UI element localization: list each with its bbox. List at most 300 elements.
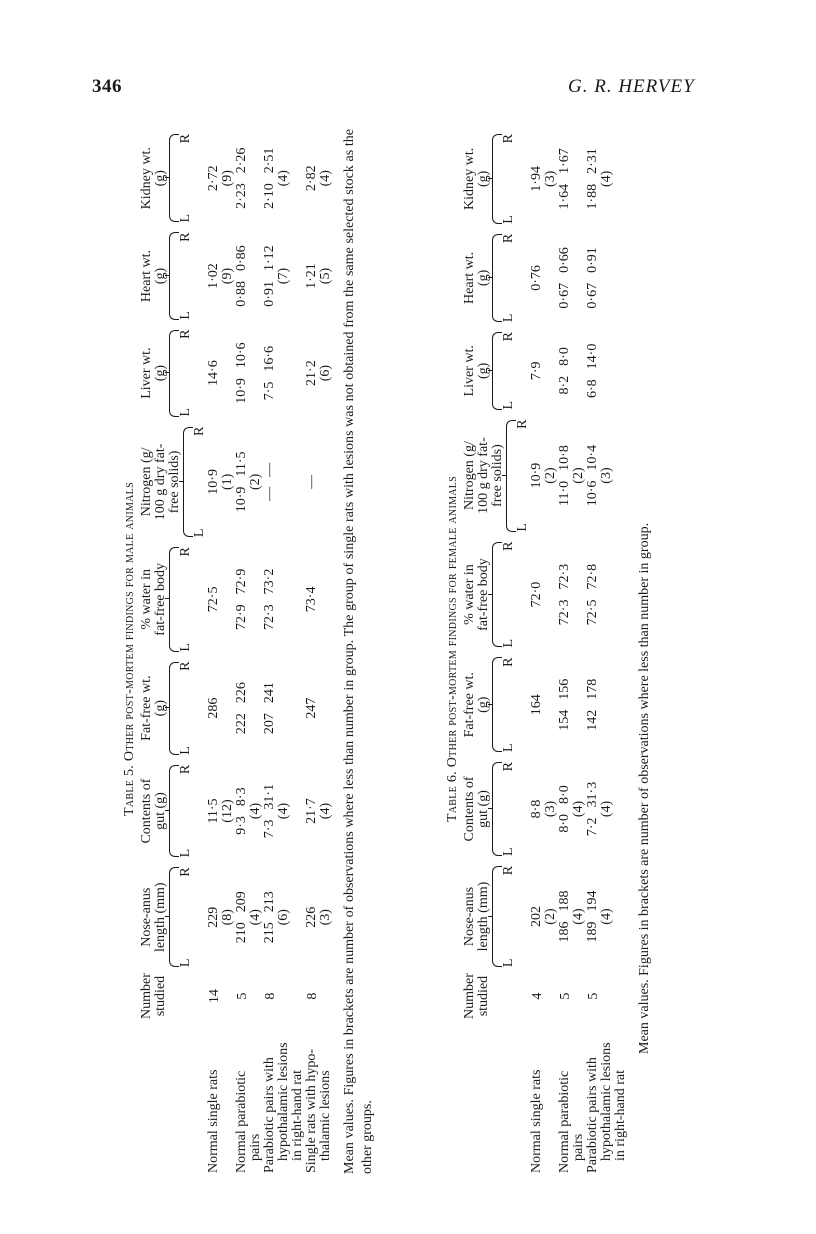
- table-row: [263, 129, 305, 1174]
- right-rat-label: R: [501, 233, 516, 244]
- cell-value: 286: [206, 697, 221, 719]
- data-cell: [586, 653, 628, 758]
- cell-value: 2·23: [234, 183, 249, 209]
- right-rat-label: R: [178, 329, 193, 339]
- right-rat-label: R: [501, 657, 516, 667]
- right-rat-label: R: [501, 541, 516, 551]
- cell-value: 2·72: [206, 165, 221, 192]
- data-cell: [207, 325, 235, 422]
- right-rat-label: R: [178, 232, 193, 242]
- cell-values: [263, 229, 277, 324]
- row-label: [305, 1020, 333, 1174]
- cell-values: [530, 230, 544, 326]
- cell-value: 31·3: [585, 781, 600, 808]
- row-label-line: Parabiotic pairs with: [262, 1057, 277, 1173]
- row-label-line: pairs: [571, 1133, 586, 1161]
- cell-value: 8·0: [557, 813, 572, 833]
- left-rat-label: L: [501, 958, 516, 968]
- row-label-line: pairs: [248, 1133, 263, 1161]
- running-head: G. R. HERVEY: [568, 76, 695, 97]
- column-group-header-line: (g): [153, 700, 168, 717]
- cell-values: [530, 654, 544, 757]
- observation-count: (2): [543, 467, 558, 484]
- cell-values: [263, 761, 277, 862]
- number-studied-value: 8: [305, 992, 320, 1000]
- cell-value: 0·88: [234, 281, 249, 307]
- cell-values: [207, 326, 221, 421]
- cell-value: 156: [557, 678, 572, 700]
- column-group-header: [140, 422, 207, 542]
- right-rat-label: R: [178, 867, 193, 877]
- lr-subheader: [502, 654, 516, 757]
- observation-count: (2): [543, 908, 558, 925]
- cell-value: 241: [262, 682, 277, 704]
- cell-values: [263, 863, 277, 971]
- cell-value: 10·9: [234, 378, 249, 404]
- data-cell: [305, 657, 333, 760]
- column-group-header-line: (g): [476, 269, 491, 287]
- brace-mark: [169, 134, 179, 223]
- lr-subheader: [179, 863, 193, 971]
- row-label-line: Single rats with hypo-: [304, 1048, 319, 1173]
- data-cell: [235, 657, 263, 760]
- observation-count: (4): [318, 170, 333, 187]
- column-group-header: [140, 542, 207, 656]
- row-label-line: thalamic lesions: [318, 1070, 333, 1161]
- cell-value: 154: [557, 709, 572, 731]
- cell-values: [305, 658, 319, 759]
- brace-mark: [169, 662, 179, 755]
- cell-values: [586, 230, 600, 326]
- cell-value: 229: [206, 906, 221, 928]
- lr-subheader: [179, 326, 193, 421]
- cell-values: [305, 423, 319, 541]
- cell-value: 11·0: [557, 480, 572, 506]
- cell-values: [235, 229, 249, 324]
- left-rat-label: L: [178, 958, 193, 968]
- data-cell: [235, 325, 263, 422]
- column-group-header: [140, 862, 207, 972]
- observation-count: (12): [220, 799, 235, 823]
- column-group-header-line: 100 g dry fat-: [153, 443, 168, 521]
- left-rat-label: L: [192, 528, 207, 538]
- cell-value: 73·4: [304, 586, 319, 613]
- observation-count: (3): [543, 800, 558, 818]
- column-group-header: [463, 415, 530, 537]
- cell-value: 10·8: [557, 445, 572, 471]
- data-cell: [586, 861, 628, 972]
- row-label-line: in right-hand rat: [290, 1070, 305, 1161]
- cell-values: [305, 130, 319, 227]
- cell-value: 16·6: [262, 345, 277, 372]
- table-row: [530, 129, 558, 1174]
- cell-value: 10·9: [206, 469, 221, 495]
- cell-values: [305, 229, 319, 324]
- column-group-header-line: (g): [476, 170, 491, 188]
- lr-subheader: [516, 416, 530, 536]
- cell-value: 202: [529, 906, 544, 928]
- column-group-header-line: Fat-free wt.: [139, 675, 154, 741]
- observation-count: (3): [318, 909, 333, 926]
- observation-count: (3): [599, 467, 614, 484]
- cell-values: [558, 328, 572, 413]
- data-cell: [305, 422, 333, 542]
- cell-value: 10·4: [585, 444, 600, 471]
- data-cell: [207, 129, 235, 228]
- number-studied-value: 14: [207, 989, 222, 1004]
- observation-count: (5): [318, 267, 333, 285]
- cell-value: 72·5: [206, 586, 221, 613]
- cell-values: [207, 229, 221, 324]
- left-rat-label: L: [515, 523, 530, 532]
- table-row: [586, 129, 628, 1174]
- cell-values: [530, 758, 544, 860]
- number-studied-header-line: Number: [462, 973, 477, 1019]
- column-group-header: [140, 129, 207, 228]
- data-cell: [558, 415, 586, 537]
- left-rat-label: L: [501, 313, 516, 323]
- lr-subheader: [193, 423, 207, 541]
- column-group-header-line: fat-free body: [476, 558, 491, 631]
- data-cell: [558, 229, 586, 327]
- lr-subheader: [502, 130, 516, 228]
- cell-values: [235, 130, 249, 227]
- cell-value: 209: [234, 891, 249, 913]
- cell-value: 21·2: [304, 360, 319, 386]
- data-cell: [530, 327, 558, 414]
- column-group-header-line: Nitrogen (g/: [462, 441, 477, 510]
- column-group-header: [140, 657, 207, 760]
- cell-values: [586, 328, 600, 413]
- lr-subheader: [179, 761, 193, 862]
- data-cell: [558, 653, 586, 758]
- observation-count: (9): [220, 267, 235, 285]
- column-group-header-line: Nose-anus: [139, 887, 154, 947]
- cell-value: 11·5: [234, 451, 249, 477]
- data-cell: [586, 757, 628, 861]
- brace-mark: [492, 332, 502, 409]
- right-rat-label: R: [178, 661, 193, 671]
- cell-values: [235, 543, 249, 655]
- row-label-header-spacer: [140, 1020, 207, 1174]
- row-label-line: Normal single rats: [529, 1069, 544, 1173]
- cell-values: [207, 423, 221, 541]
- cell-values: [263, 543, 277, 655]
- column-group-header-line: (g): [153, 267, 168, 285]
- column-group-header-line: % water in: [462, 564, 477, 625]
- row-label-line: hypothalamic lesions: [599, 1042, 614, 1161]
- right-rat-label: R: [192, 426, 207, 436]
- column-group-header: [140, 325, 207, 422]
- column-group-header-line: (g): [476, 362, 491, 379]
- brace-mark: [169, 547, 179, 651]
- data-cell: [235, 862, 263, 972]
- data-cell: [263, 228, 305, 325]
- cell-value: 72·3: [262, 604, 277, 631]
- row-label: [530, 1020, 558, 1174]
- number-studied-header-line: Number: [139, 973, 154, 1019]
- column-group-header: [463, 861, 530, 972]
- cell-values: [586, 654, 600, 757]
- left-rat-label: L: [178, 746, 193, 755]
- observation-count: (4): [599, 170, 614, 188]
- left-rat-label: L: [501, 400, 516, 410]
- cell-values: [263, 658, 277, 759]
- data-cell: [235, 542, 263, 656]
- cell-value: 188: [557, 890, 572, 912]
- data-cell: [263, 542, 305, 656]
- column-group-header-line: Kidney wt.: [139, 147, 154, 210]
- cell-values: [586, 416, 600, 536]
- lr-subheader: [502, 538, 516, 652]
- cell-value: 1·64: [557, 183, 572, 210]
- data-cell: [558, 129, 586, 229]
- cell-values: [207, 658, 221, 759]
- lr-subheader: [502, 862, 516, 971]
- right-rat-label: R: [178, 134, 193, 144]
- cell-values: [558, 862, 572, 971]
- lr-subheader: [502, 328, 516, 413]
- column-group-header-line: Heart wt.: [462, 251, 477, 304]
- column-group-header-line: gut (g): [153, 792, 168, 830]
- data-cell: [530, 129, 558, 229]
- brace-mark: [492, 762, 502, 856]
- column-group-header: [140, 760, 207, 863]
- cell-value: 10·6: [234, 342, 249, 369]
- observation-count: (2): [248, 473, 263, 491]
- observation-count: (4): [571, 908, 586, 925]
- number-studied-header: [140, 972, 207, 1020]
- column-group-header: [140, 228, 207, 325]
- cell-value: 31·1: [262, 783, 277, 810]
- cell-values: [558, 416, 572, 536]
- cell-value: 0·67: [557, 282, 572, 309]
- cell-values: [530, 328, 544, 413]
- data-cell: [305, 228, 333, 325]
- cell-value: 8·0: [557, 347, 572, 366]
- cell-values: [530, 130, 544, 228]
- brace-mark: [169, 233, 179, 320]
- column-group-header-line: Nitrogen (g/: [139, 447, 154, 517]
- cell-value: 14·0: [585, 343, 600, 370]
- column-group-header-line: Contents of: [139, 778, 154, 844]
- lr-subheader: [502, 230, 516, 326]
- brace-mark: [492, 542, 502, 648]
- left-rat-label: L: [501, 743, 516, 752]
- data-cell: [530, 861, 558, 972]
- data-cell: [558, 757, 586, 861]
- column-group-header-line: length (mm): [153, 882, 168, 953]
- cell-value: 2·26: [234, 147, 249, 174]
- cell-values: [305, 326, 319, 421]
- data-cell: [207, 760, 235, 863]
- observation-count: (4): [318, 802, 333, 820]
- column-group-header: [463, 129, 530, 229]
- cell-value: 226: [234, 682, 249, 704]
- data-cell: [586, 537, 628, 653]
- right-rat-label: R: [501, 865, 516, 876]
- brace-mark: [492, 134, 502, 224]
- cell-value: 9·3: [234, 816, 249, 835]
- data-cell: [235, 228, 263, 325]
- cell-value: 247: [304, 697, 319, 719]
- cell-values: [586, 862, 600, 971]
- cell-value: 0·67: [585, 282, 600, 309]
- data-cell: [586, 415, 628, 537]
- left-rat-label: L: [178, 643, 193, 652]
- cell-value: 8·0: [557, 785, 572, 804]
- table-5-caption: Table 5. Other post-mortem findings for male animals: [122, 482, 137, 816]
- data-cell: [263, 657, 305, 760]
- cell-value: 0·86: [234, 245, 249, 272]
- row-label: [235, 1020, 263, 1174]
- left-rat-label: L: [501, 215, 516, 224]
- table-6-grid: [463, 129, 628, 1174]
- cell-value: 10·9: [529, 462, 544, 489]
- column-group-header-line: free solids): [167, 450, 182, 514]
- column-group-header-line: gut (g): [476, 790, 491, 828]
- left-rat-label: L: [178, 848, 193, 858]
- column-group-header-line: (g): [153, 364, 168, 382]
- cell-values: [586, 758, 600, 860]
- row-label-line: Normal parabiotic: [234, 1070, 249, 1173]
- column-group-header: [463, 653, 530, 758]
- cell-value: 11·5: [206, 798, 221, 824]
- cell-values: [558, 130, 572, 228]
- cell-value: 2·10: [262, 183, 277, 209]
- data-cell: [530, 757, 558, 861]
- cell-value: 72·3: [557, 599, 572, 626]
- row-label-line: Normal parabiotic: [557, 1070, 572, 1173]
- cell-value: —: [304, 474, 319, 489]
- number-studied-header: [463, 972, 530, 1020]
- cell-value: 21·7: [304, 798, 319, 824]
- data-cell: [263, 129, 305, 228]
- data-cell: [305, 542, 333, 656]
- table-5-grid: [140, 129, 333, 1174]
- observation-count: (4): [599, 908, 614, 925]
- cell-values: [305, 863, 319, 971]
- cell-value: 2·31: [585, 148, 600, 174]
- cell-value: 72·8: [585, 563, 600, 590]
- cell-values: [558, 654, 572, 757]
- observation-count: (4): [599, 800, 614, 818]
- cell-value: 142: [585, 709, 600, 731]
- row-label-line: hypothalamic lesions: [276, 1042, 291, 1161]
- lr-subheader: [179, 543, 193, 655]
- table-6-caption: Table 6. Other post-mortem findings for female animals: [445, 475, 460, 823]
- data-cell: [235, 760, 263, 863]
- row-label-line: in right-hand rat: [613, 1070, 628, 1161]
- observation-count: (9): [220, 170, 235, 187]
- data-cell: [263, 862, 305, 972]
- cell-values: [530, 538, 544, 652]
- left-rat-label: L: [501, 638, 516, 648]
- column-group-header-line: free solids): [490, 444, 505, 507]
- data-cell: [586, 129, 628, 229]
- right-rat-label: R: [515, 419, 530, 429]
- cell-value: 8·3: [234, 787, 249, 807]
- brace-mark: [169, 330, 179, 417]
- cell-value: 178: [585, 678, 600, 700]
- cell-values: [235, 761, 249, 862]
- rotated-tables: [100, 124, 740, 1174]
- number-studied-value: 5: [235, 992, 250, 1000]
- cell-values: [263, 423, 277, 541]
- row-label: [586, 1020, 628, 1174]
- table-row: [207, 129, 235, 1174]
- cell-value: 0·76: [529, 265, 544, 291]
- data-cell: [305, 129, 333, 228]
- cell-value: —: [262, 486, 277, 501]
- data-cell: [586, 327, 628, 414]
- cell-value: 1·67: [557, 148, 572, 174]
- cell-value: 2·51: [262, 147, 277, 174]
- cell-value: 186: [557, 921, 572, 943]
- data-cell: [305, 862, 333, 972]
- brace-mark: [169, 765, 179, 858]
- brace-mark: [183, 427, 193, 537]
- data-cell: [207, 228, 235, 325]
- column-group-header-line: (g): [153, 170, 168, 187]
- data-cell: [558, 537, 586, 653]
- row-label-line: Normal single rats: [206, 1069, 221, 1173]
- cell-value: 7·2: [585, 817, 600, 837]
- cell-values: [235, 658, 249, 759]
- right-rat-label: R: [501, 332, 516, 342]
- observation-count: (1): [220, 473, 235, 491]
- cell-value: 0·66: [557, 247, 572, 273]
- left-rat-label: L: [501, 847, 516, 856]
- data-cell: [235, 129, 263, 228]
- data-cell: [558, 327, 586, 414]
- observation-count: (8): [220, 909, 235, 926]
- observation-count: (4): [248, 909, 263, 926]
- table-row: [558, 129, 586, 1174]
- column-group-header: [463, 537, 530, 653]
- cell-value: 8·2: [557, 375, 572, 395]
- cell-value: —: [262, 462, 277, 477]
- data-cell: [305, 325, 333, 422]
- cell-values: [235, 863, 249, 971]
- cell-value: 1·12: [262, 245, 277, 272]
- observation-count: (4): [276, 170, 291, 187]
- table-row: [305, 129, 333, 1174]
- cell-value: 0·91: [585, 247, 600, 273]
- data-cell: [305, 760, 333, 863]
- cell-value: 72·0: [529, 581, 544, 608]
- cell-values: [530, 862, 544, 971]
- cell-value: 189: [585, 921, 600, 943]
- number-studied-header-line: studied: [153, 975, 168, 1017]
- cell-value: 2·82: [304, 165, 319, 192]
- cell-value: 1·94: [529, 166, 544, 192]
- data-cell: [207, 657, 235, 760]
- cell-values: [558, 230, 572, 326]
- cell-value: 7·3: [262, 819, 277, 839]
- number-studied-value: 8: [263, 992, 278, 1000]
- cell-values: [207, 761, 221, 862]
- lr-subheader: [179, 130, 193, 227]
- column-group-header-line: Fat-free wt.: [462, 672, 477, 738]
- cell-value: 10·6: [585, 480, 600, 507]
- data-cell: [530, 415, 558, 537]
- cell-values: [207, 130, 221, 227]
- cell-values: [586, 538, 600, 652]
- observation-count: (3): [543, 170, 558, 188]
- left-rat-label: L: [178, 311, 193, 320]
- cell-value: 7·5: [262, 381, 277, 401]
